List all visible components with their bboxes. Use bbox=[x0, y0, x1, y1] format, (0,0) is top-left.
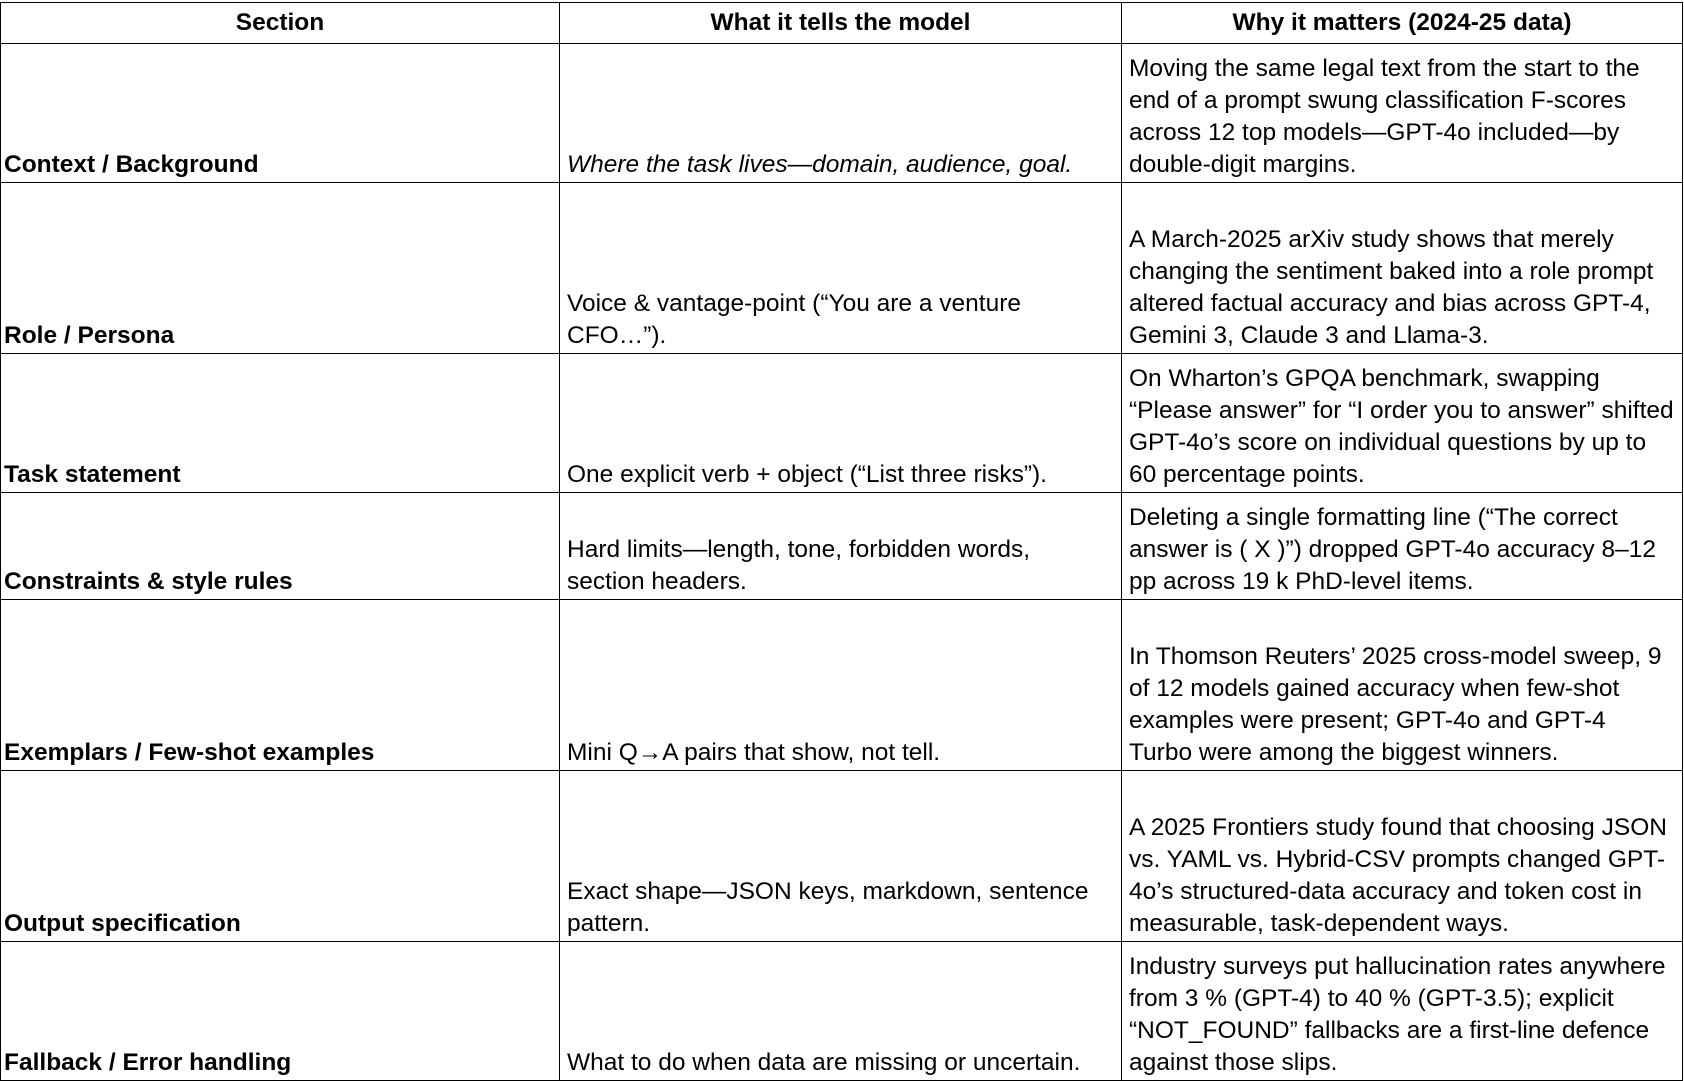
table-row bbox=[1, 600, 1683, 771]
table-row bbox=[1, 44, 1683, 183]
why-cell: Deleting a single formatting line (“The correct answer is ( X )”) dropped GPT-4o accuracy 8–12 pp across 19 k PhD-level items. bbox=[1122, 493, 1683, 600]
section-cell: Role / Persona bbox=[1, 183, 560, 354]
why-cell: A 2025 Frontiers study found that choosing JSON vs. YAML vs. Hybrid-CSV prompts changed GPT-4o’s structured-data accuracy and token cost in measurable, task-dependent ways. bbox=[1122, 771, 1683, 942]
column-header-what-it-tells: What it tells the model bbox=[560, 3, 1122, 44]
what-cell: One explicit verb + object (“List three risks”). bbox=[560, 354, 1122, 493]
section-cell: Output specification bbox=[1, 771, 560, 942]
column-header-section: Section bbox=[1, 3, 560, 44]
table-row bbox=[1, 942, 1683, 1081]
table-row bbox=[1, 183, 1683, 354]
why-cell: Moving the same legal text from the start to the end of a prompt swung classification F-scores across 12 top models—GPT-4o included—by double-digit margins. bbox=[1122, 44, 1683, 183]
why-cell: On Wharton’s GPQA benchmark, swapping “Please answer” for “I order you to answer” shifted GPT-4o’s score on individual questions by up to 60 percentage points. bbox=[1122, 354, 1683, 493]
column-header-why-it-matters: Why it matters (2024-25 data) bbox=[1122, 3, 1683, 44]
section-cell: Exemplars / Few-shot examples bbox=[1, 600, 560, 771]
why-cell: A March-2025 arXiv study shows that merely changing the sentiment baked into a role prompt altered factual accuracy and bias across GPT-4, Gemini 3, Claude 3 and Llama-3. bbox=[1122, 183, 1683, 354]
table-row bbox=[1, 771, 1683, 942]
what-cell: Exact shape—JSON keys, markdown, sentence pattern. bbox=[560, 771, 1122, 942]
prompt-sections-table bbox=[0, 2, 1683, 1081]
what-cell: Mini Q→A pairs that show, not tell. bbox=[560, 600, 1122, 771]
why-cell: Industry surveys put hallucination rates anywhere from 3 % (GPT-4) to 40 % (GPT-3.5); explicit “NOT_FOUND” fallbacks are a first-line defence against those slips. bbox=[1122, 942, 1683, 1081]
table-header-row bbox=[1, 3, 1683, 44]
section-cell: Task statement bbox=[1, 354, 560, 493]
what-cell: What to do when data are missing or uncertain. bbox=[560, 942, 1122, 1081]
why-cell: In Thomson Reuters’ 2025 cross-model sweep, 9 of 12 models gained accuracy when few-shot examples were present; GPT-4o and GPT-4 Turbo were among the biggest winners. bbox=[1122, 600, 1683, 771]
section-cell: Context / Background bbox=[1, 44, 560, 183]
section-cell: Fallback / Error handling bbox=[1, 942, 560, 1081]
what-cell: Where the task lives—domain, audience, goal. bbox=[560, 44, 1122, 183]
table-row bbox=[1, 354, 1683, 493]
what-cell: Voice & vantage-point (“You are a venture CFO…”). bbox=[560, 183, 1122, 354]
table-row bbox=[1, 493, 1683, 600]
section-cell: Constraints & style rules bbox=[1, 493, 560, 600]
what-cell: Hard limits—length, tone, forbidden words, section headers. bbox=[560, 493, 1122, 600]
